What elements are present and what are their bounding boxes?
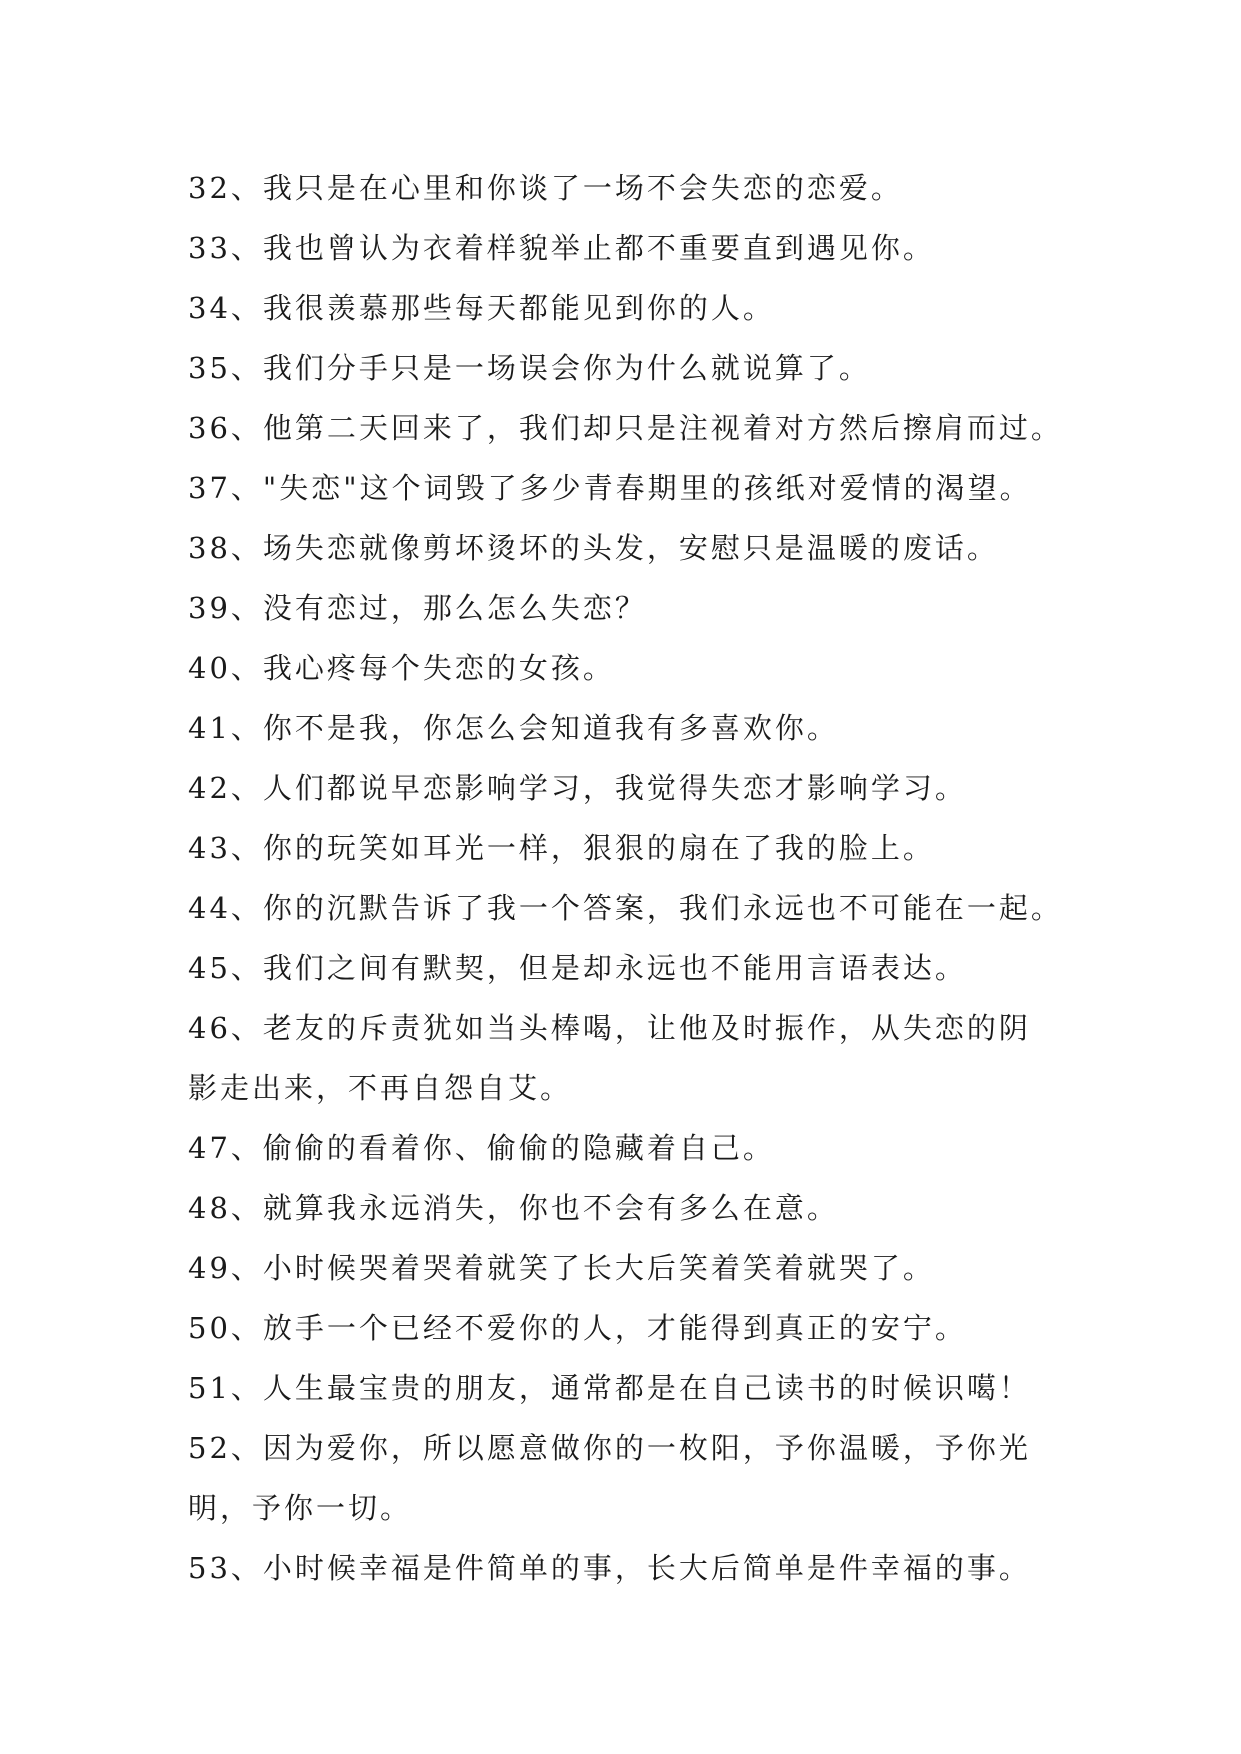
text-line: 35、我们分手只是一场误会你为什么就说算了。 bbox=[188, 351, 871, 385]
text-line: 47、偷偷的看着你、偷偷的隐藏着自己。 bbox=[188, 1131, 775, 1165]
text-line: 33、我也曾认为衣着样貌举止都不重要直到遇见你。 bbox=[188, 231, 935, 265]
text-line: 45、我们之间有默契，但是却永远也不能用言语表达。 bbox=[188, 951, 967, 985]
text-line: 39、没有恋过，那么怎么失恋？ bbox=[188, 591, 647, 625]
text-line: 46、老友的斥责犹如当头棒喝，让他及时振作，从失恋的阴 bbox=[188, 1011, 1031, 1045]
text-line: 32、我只是在心里和你谈了一场不会失恋的恋爱。 bbox=[188, 171, 903, 205]
document-body bbox=[188, 158, 1088, 1598]
text-line: 53、小时候幸福是件简单的事，长大后简单是件幸福的事。 bbox=[188, 1551, 1031, 1585]
text-line: 50、放手一个已经不爱你的人，才能得到真正的安宁。 bbox=[188, 1311, 967, 1345]
text-line: 51、人生最宝贵的朋友，通常都是在自己读书的时候识噶！ bbox=[188, 1371, 1031, 1405]
text-line: 52、因为爱你，所以愿意做你的一枚阳，予你温暖，予你光 bbox=[188, 1431, 1031, 1465]
text-line: 37、"失恋"这个词毁了多少青春期里的孩纸对爱情的渴望。 bbox=[188, 471, 1032, 505]
text-line: 38、场失恋就像剪坏烫坏的头发，安慰只是温暖的废话。 bbox=[188, 531, 999, 565]
text-line: 40、我心疼每个失恋的女孩。 bbox=[188, 651, 615, 685]
text-line: 影走出来，不再自怨自艾。 bbox=[188, 1071, 573, 1105]
text-line: 48、就算我永远消失，你也不会有多么在意。 bbox=[188, 1191, 839, 1225]
text-line: 49、小时候哭着哭着就笑了长大后笑着笑着就哭了。 bbox=[188, 1251, 935, 1285]
text-line: 34、我很羡慕那些每天都能见到你的人。 bbox=[188, 291, 775, 325]
text-line: 明，予你一切。 bbox=[188, 1491, 413, 1525]
text-line: 41、你不是我，你怎么会知道我有多喜欢你。 bbox=[188, 711, 839, 745]
text-line: 44、你的沉默告诉了我一个答案，我们永远也不可能在一起。 bbox=[188, 891, 1063, 925]
text-line: 42、人们都说早恋影响学习，我觉得失恋才影响学习。 bbox=[188, 771, 967, 805]
text-line: 43、你的玩笑如耳光一样，狠狠的扇在了我的脸上。 bbox=[188, 831, 935, 865]
text-line: 36、他第二天回来了，我们却只是注视着对方然后擦肩而过。 bbox=[188, 411, 1063, 445]
